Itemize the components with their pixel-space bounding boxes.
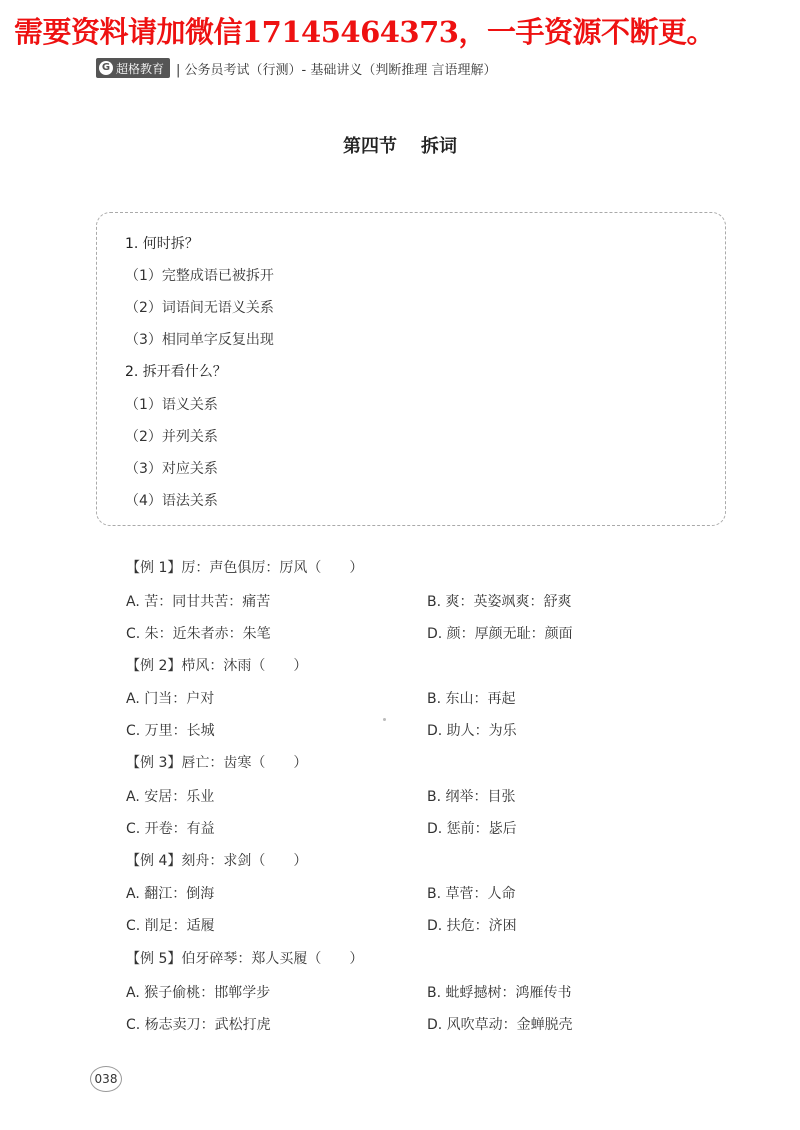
example-2-option-b: B. 东山：再起 — [427, 691, 516, 707]
summary-item: （3）相同单字反复出现 — [125, 332, 274, 348]
example-5-option-a: A. 猴子偷桃：邯郸学步 — [126, 985, 271, 1001]
page-number: 038 — [90, 1066, 122, 1092]
example-3-option-b: B. 纲举：目张 — [427, 789, 516, 805]
example-4-option-c: C. 削足：适履 — [126, 918, 215, 934]
example-3-option-a: A. 安居：乐业 — [126, 789, 215, 805]
brand-name: 超格教育 — [116, 61, 165, 76]
summary-item: （2）词语间无语义关系 — [125, 300, 274, 316]
promo-banner: 需要资料请加微信17145464373，一手资源不断更。 — [14, 15, 715, 49]
example-5-option-b: B. 蚍蜉撼树：鸿雁传书 — [427, 985, 572, 1001]
section-title — [0, 132, 800, 158]
example-4-option-d: D. 扶危：济困 — [427, 918, 517, 934]
page-header — [96, 55, 496, 81]
brand-g-icon: G — [99, 61, 113, 75]
example-4-title: 【例 4】刻舟：求剑（ ） — [126, 853, 308, 869]
example-2-option-a: A. 门当：户对 — [126, 691, 215, 707]
print-speck — [383, 718, 386, 721]
example-2-title: 【例 2】栉风：沐雨（ ） — [126, 658, 308, 674]
summary-heading-1: 1. 何时拆？ — [125, 236, 199, 252]
section-name: 拆词 — [421, 136, 457, 157]
summary-item: （2）并列关系 — [125, 429, 218, 445]
example-1-option-a: A. 苦：同甘共苦：痛苦 — [126, 594, 271, 610]
summary-item: （4）语法关系 — [125, 493, 218, 509]
section-number: 第四节 — [343, 136, 397, 157]
brand-logo — [96, 58, 170, 78]
example-5-title: 【例 5】伯牙碎琴：郑人买履（ ） — [126, 951, 364, 967]
example-3-title: 【例 3】唇亡：齿寒（ ） — [126, 755, 308, 771]
example-1-option-b: B. 爽：英姿飒爽：舒爽 — [427, 594, 572, 610]
summary-item: （1）语义关系 — [125, 397, 218, 413]
summary-item: （3）对应关系 — [125, 461, 218, 477]
running-header-title: | 公务员考试（行测）- 基础讲义（判断推理 言语理解） — [176, 62, 497, 78]
example-5-option-c: C. 杨志卖刀：武松打虎 — [126, 1017, 271, 1033]
example-1-option-c: C. 朱：近朱者赤：朱笔 — [126, 626, 271, 642]
example-2-option-d: D. 助人：为乐 — [427, 723, 517, 739]
summary-item: （1）完整成语已被拆开 — [125, 268, 274, 284]
example-4-option-b: B. 草菅：人命 — [427, 886, 516, 902]
example-1-title: 【例 1】厉：声色俱厉：厉风（ ） — [126, 560, 364, 576]
summary-box — [96, 212, 726, 526]
example-2-option-c: C. 万里：长城 — [126, 723, 215, 739]
example-3-option-d: D. 惩前：毖后 — [427, 821, 517, 837]
example-3-option-c: C. 开卷：有益 — [126, 821, 215, 837]
example-5-option-d: D. 风吹草动：金蝉脱壳 — [427, 1017, 573, 1033]
example-4-option-a: A. 翻江：倒海 — [126, 886, 215, 902]
example-1-option-d: D. 颜：厚颜无耻：颜面 — [427, 626, 573, 642]
summary-heading-2: 2. 拆开看什么？ — [125, 364, 227, 380]
